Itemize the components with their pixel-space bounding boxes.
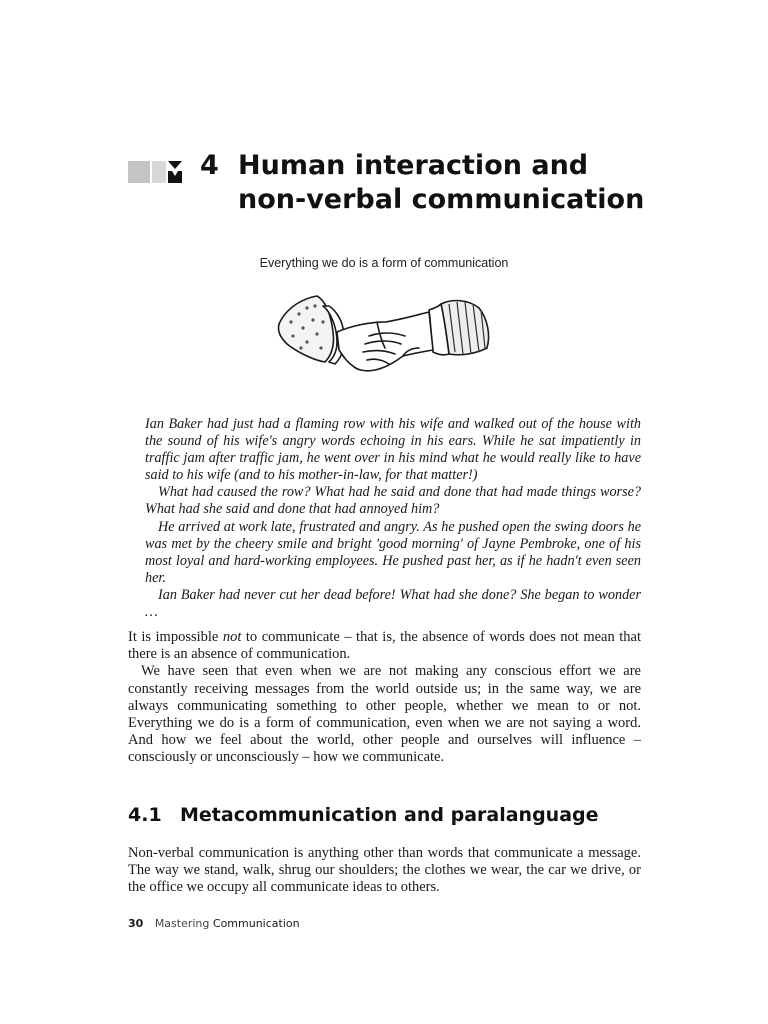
handshake-illustration [273,292,495,388]
chapter-marker-square [128,161,150,183]
case-study-paragraph: What had caused the row? What had he said and done that had made things worse? What had she said and done that had annoyed him? [145,484,641,518]
case-study-paragraph: Ian Baker had just had a flaming row with his wife and walked out of the house with the sound of his wife's angry words echoing in his ears. While he sat impatiently in traffic jam after traffic jam, he went over in his mind what he would really like to have said to his wife (and to his mother-in-law, for that matter!) [145,416,641,484]
page-number: 30 [128,917,144,930]
chapter-title-line2: non-verbal communication [238,184,645,215]
chapter-marker [128,161,184,183]
intro-text-run: to communicate – that is, the absence of words does not mean that there is an absence of communication. [128,629,641,663]
intro-text-run: It is impossible [128,629,223,645]
intro-text [128,629,641,767]
section-title: Metacommunication and paralanguage [180,804,599,826]
intro-paragraph: We have seen that even when we are not making any conscious effort we are constantly receiving messages from the world outside us; in the same way, we are always communicating something to other people, whether we mean to or not. Everything we do is a form of communication, even when we are not saying a word. And how we feel about the world, other people and ourselves will influence – consciously or unconsciously – how we communicate. [128,663,641,766]
series-name: Mastering [154,917,210,930]
case-study [145,416,641,621]
chevron-down-icon [168,161,182,183]
epigraph: Everything we do is a form of communication [259,256,509,270]
intro-paragraph [128,629,641,663]
chapter-marker-bar [152,161,166,183]
section-paragraph: Non-verbal communication is anything other than words that communicate a message. The way we stand, walk, shrug our shoulders; the clothes we wear, the car we drive, or the office we occupy all communicate ideas to others. [128,845,641,896]
case-study-paragraph: He arrived at work late, frustrated and angry. As he pushed open the swing doors he was met by the cheery smile and bright 'good morning' of Jayne Pembroke, one of his most loyal and hard-working employees. He pushed past her, as if he hadn't even seen her. [145,518,641,586]
case-study-paragraph: Ian Baker had never cut her dead before! What had she done? She began to wonder … [145,586,641,621]
emphasis: not [222,629,242,645]
section-body [128,845,641,897]
chapter-number: 4 [200,150,219,181]
section-number: 4.1 [128,804,162,826]
book-title: Communication [212,917,300,930]
chapter-title-line1: Human interaction and [238,150,589,181]
section-heading [128,804,599,826]
page-footer [128,917,300,930]
